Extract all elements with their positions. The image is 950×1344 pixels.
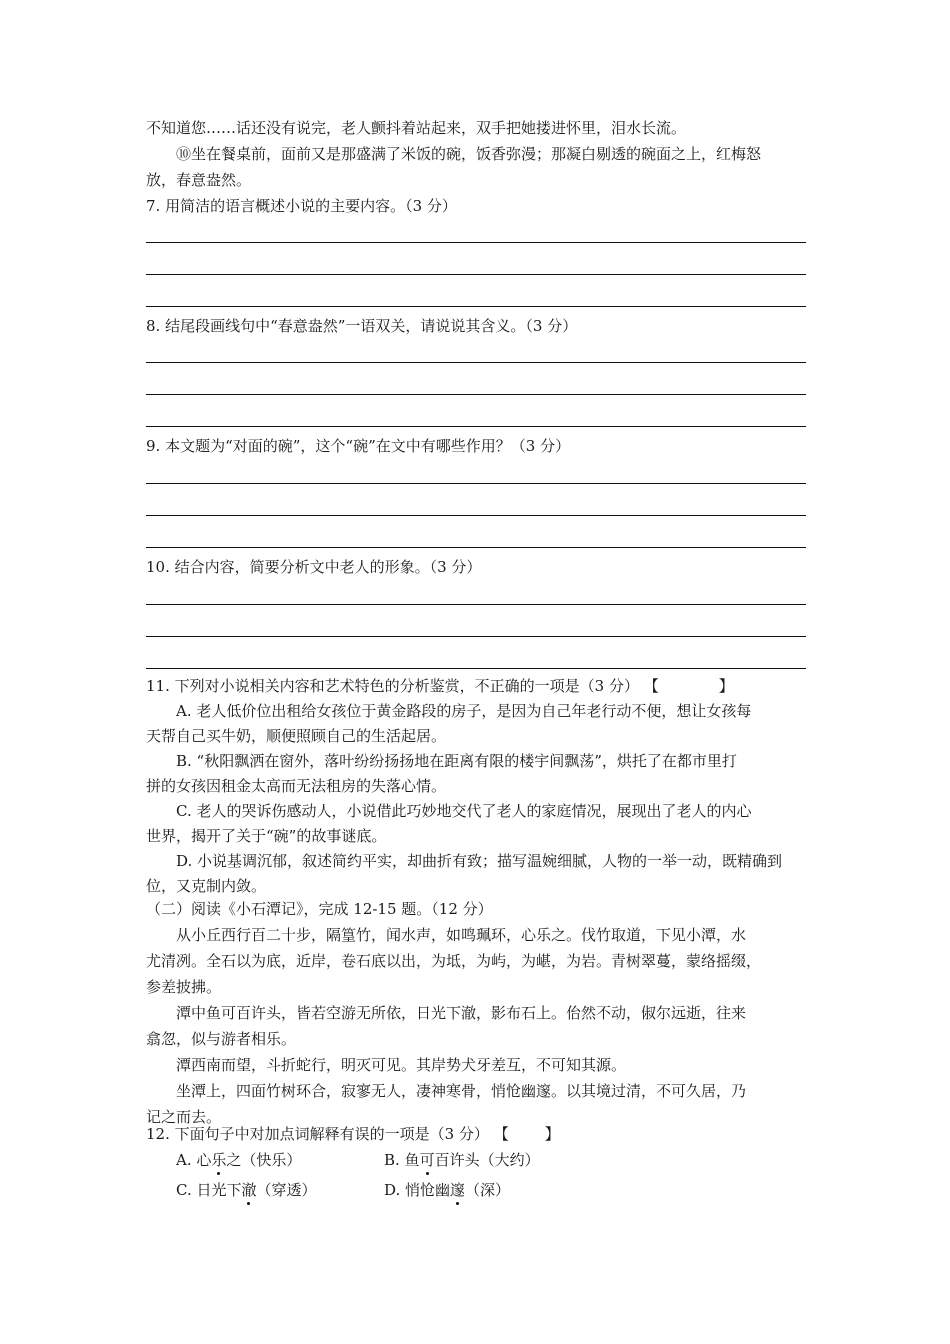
passage-line: 潭中鱼可百许头，皆若空游无所依，日光下澈，影布石上。佁然不动，俶尔远逝，往来: [176, 1004, 747, 1022]
dotted-word: 澈: [241, 1181, 257, 1199]
option-d: D. 小说基调沉郁，叙述简约平实，却曲折有致；描写温婉细腻，人物的一举一动，既精确到: [176, 852, 783, 870]
option-b: 拼的女孩因租金太高而无法租房的失落心情。: [146, 777, 447, 795]
answer-line[interactable]: [146, 483, 806, 484]
passage-line: 不知道您……话还没有说完，老人颤抖着站起来，双手把她搂进怀里，泪水长流。: [146, 119, 687, 137]
passage-line: 尤清冽。全石以为底，近岸，卷石底以出，为坻，为屿，为嵁，为岩。青树翠蔓，蒙络摇缀，: [146, 952, 762, 970]
option-a: A. 心乐之（快乐）: [176, 1151, 302, 1169]
dotted-word: 邃: [450, 1181, 466, 1199]
answer-bracket[interactable]: 【 】: [493, 1125, 560, 1143]
option-b: B. 鱼可百许头（大约）: [384, 1151, 540, 1169]
question-11-stem: [146, 676, 734, 696]
answer-bracket[interactable]: 【 】: [643, 677, 734, 695]
answer-line[interactable]: [146, 274, 806, 275]
answer-line[interactable]: [146, 547, 806, 548]
option-a: 天帮自己买牛奶，顺便照顾自己的生活起居。: [146, 727, 447, 745]
question-10: 10. 结合内容，简要分析文中老人的形象。（3 分）: [146, 558, 482, 576]
answer-line[interactable]: [146, 636, 806, 637]
option-c: C. 日光下澈（穿透）: [176, 1181, 317, 1199]
answer-line[interactable]: [146, 394, 806, 395]
answer-line[interactable]: [146, 668, 806, 669]
answer-line[interactable]: [146, 604, 806, 605]
passage-line: 放，春意盎然。: [146, 171, 252, 189]
option-c: C. 老人的哭诉伤感动人，小说借此巧妙地交代了老人的家庭情况，展现出了老人的内心: [176, 802, 752, 820]
option-a: A. 老人低价位出租给女孩位于黄金路段的房子，是因为自己年老行动不便，想让女孩每: [176, 702, 752, 720]
dotted-word: 可: [419, 1151, 435, 1169]
passage-line: 记之而去。: [146, 1108, 222, 1126]
passage-line: ⑩坐在餐桌前，面前又是那盛满了米饭的碗，饭香弥漫；那凝白剔透的碗面之上，红梅怒: [176, 145, 762, 163]
section-heading: （二）阅读《小石潭记》，完成 12-15 题。（12 分）: [146, 900, 493, 918]
question-8: 8. 结尾段画线句中“春意盎然”一语双关，请说说其含义。（3 分）: [146, 317, 578, 335]
answer-line[interactable]: [146, 426, 806, 427]
question-12-stem: [146, 1124, 560, 1144]
answer-line[interactable]: [146, 306, 806, 307]
question-9: 9. 本文题为“对面的碗”，这个“碗”在文中有哪些作用？（3 分）: [146, 437, 571, 455]
question-7: 7. 用简洁的语言概述小说的主要内容。（3 分）: [146, 197, 457, 215]
dotted-word: 乐: [211, 1151, 227, 1169]
option-c: 世界，揭开了关于“碗”的故事谜底。: [146, 827, 387, 845]
question-11-text: 11. 下列对小说相关内容和艺术特色的分析鉴赏，不正确的一项是（3 分）: [146, 677, 639, 695]
passage-line: 从小丘西行百二十步，隔篁竹，闻水声，如鸣珮环，心乐之。伐竹取道，下见小潭，水: [176, 926, 747, 944]
passage-line: 参差披拂。: [146, 978, 222, 996]
option-d: D. 悄怆幽邃（深）: [384, 1181, 511, 1199]
passage-line: 潭西南而望，斗折蛇行，明灭可见。其岸势犬牙差互，不可知其源。: [176, 1056, 627, 1074]
option-b: B. “秋阳飘洒在窗外，落叶纷纷扬扬地在距离有限的楼宇间飘荡”，烘托了在都市里打: [176, 752, 737, 770]
answer-line[interactable]: [146, 362, 806, 363]
answer-line[interactable]: [146, 515, 806, 516]
passage-line: 翕忽，似与游者相乐。: [146, 1030, 297, 1048]
question-12-text: 12. 下面句子中对加点词解释有误的一项是（3 分）: [146, 1125, 489, 1143]
answer-line[interactable]: [146, 242, 806, 243]
passage-line: 坐潭上，四面竹树环合，寂寥无人，凄神寒骨，悄怆幽邃。以其境过清，不可久居，乃: [176, 1082, 747, 1100]
option-d: 位，又克制内敛。: [146, 877, 267, 895]
